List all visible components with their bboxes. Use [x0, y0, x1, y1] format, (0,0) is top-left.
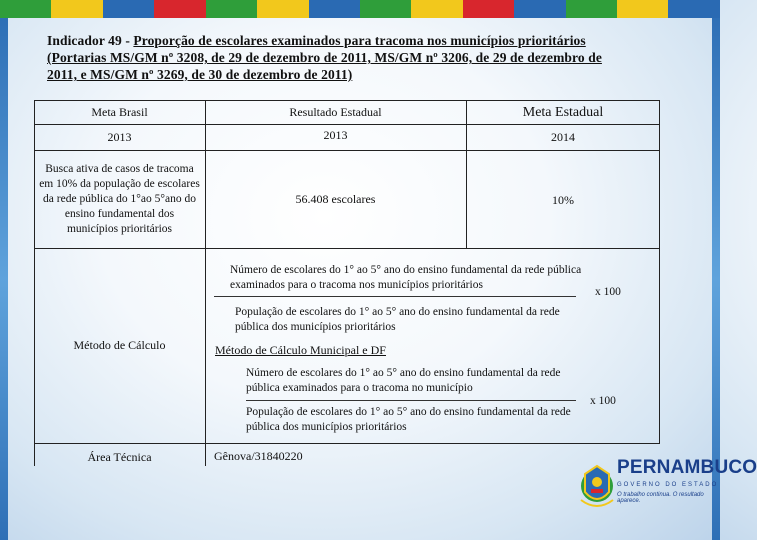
area-tecnica-value: Gênova/31840220	[214, 449, 303, 463]
logo-slogan: O trabalho continua. O resultado aparece.	[617, 492, 704, 504]
formula-municipal-title: Método de Cálculo Municipal e DF	[215, 343, 386, 357]
metodo-calculo-label: Método de Cálculo	[73, 338, 166, 352]
logo-name: PERNAMBUCO	[617, 457, 757, 478]
top-color-banner	[0, 0, 720, 18]
value-meta-estadual: 10%	[552, 192, 574, 207]
area-tecnica-label: Área Técnica	[87, 449, 152, 464]
formula-fraction-bar-municipal	[246, 400, 576, 401]
year-meta-brasil: 2013	[107, 129, 132, 144]
formula-numerator-municipal: Número de escolares do 1° ao 5° ano do ensino fundamental da rede pública examinados para o tracoma no município	[246, 367, 561, 394]
slide-title	[47, 32, 697, 83]
formula-multiplier-municipal: x 100	[590, 395, 616, 407]
title-main: Proporção de escolares examinados para tracoma nos municípios prioritários	[133, 33, 586, 48]
year-meta-estadual: 2014	[551, 129, 575, 144]
title-prefix: Indicador 49 -	[47, 33, 134, 48]
header-meta-estadual: Meta Estadual	[522, 104, 604, 120]
value-resultado-estadual: 56.408 escolares	[295, 191, 376, 206]
header-resultado-estadual: Resultado Estadual	[289, 104, 382, 119]
formula-denominator-municipal: População de escolares do 1° ao 5° ano do ensino fundamental da rede pública dos municípios prioritários	[246, 406, 571, 433]
header-meta-brasil: Meta Brasil	[91, 104, 148, 119]
formula-multiplier-state: x 100	[595, 286, 621, 298]
logo-subtitle: GOVERNO DO ESTADO	[617, 482, 719, 488]
formula-numerator-state: Número de escolares do 1° ao 5° ano do ensino fundamental da rede pública examinados para o tracoma nos municípios prioritários	[230, 264, 582, 291]
indicator-table	[34, 100, 660, 466]
formula-fraction-bar-state	[214, 296, 576, 297]
left-side-stripe	[0, 18, 8, 540]
title-portarias-1: (Portarias MS/GM nº 3208, de 29 de dezembro de 2011, MS/GM nº 3206, de 29 de dezembro de	[47, 50, 602, 65]
title-portarias-2: 2011, e MS/GM nº 3269, de 30 de dezembro de 2011)	[47, 67, 353, 82]
year-resultado-estadual: 2013	[323, 127, 348, 142]
value-meta-brasil: Busca ativa de casos de tracoma em 10% da população de escolares da rede pública do 1°ao 5°ano do ensino fundamental dos municípios prioritários	[39, 163, 200, 235]
formula-denominator-state: População de escolares do 1° ao 5° ano do ensino fundamental da rede pública dos municípios prioritários	[235, 306, 560, 333]
